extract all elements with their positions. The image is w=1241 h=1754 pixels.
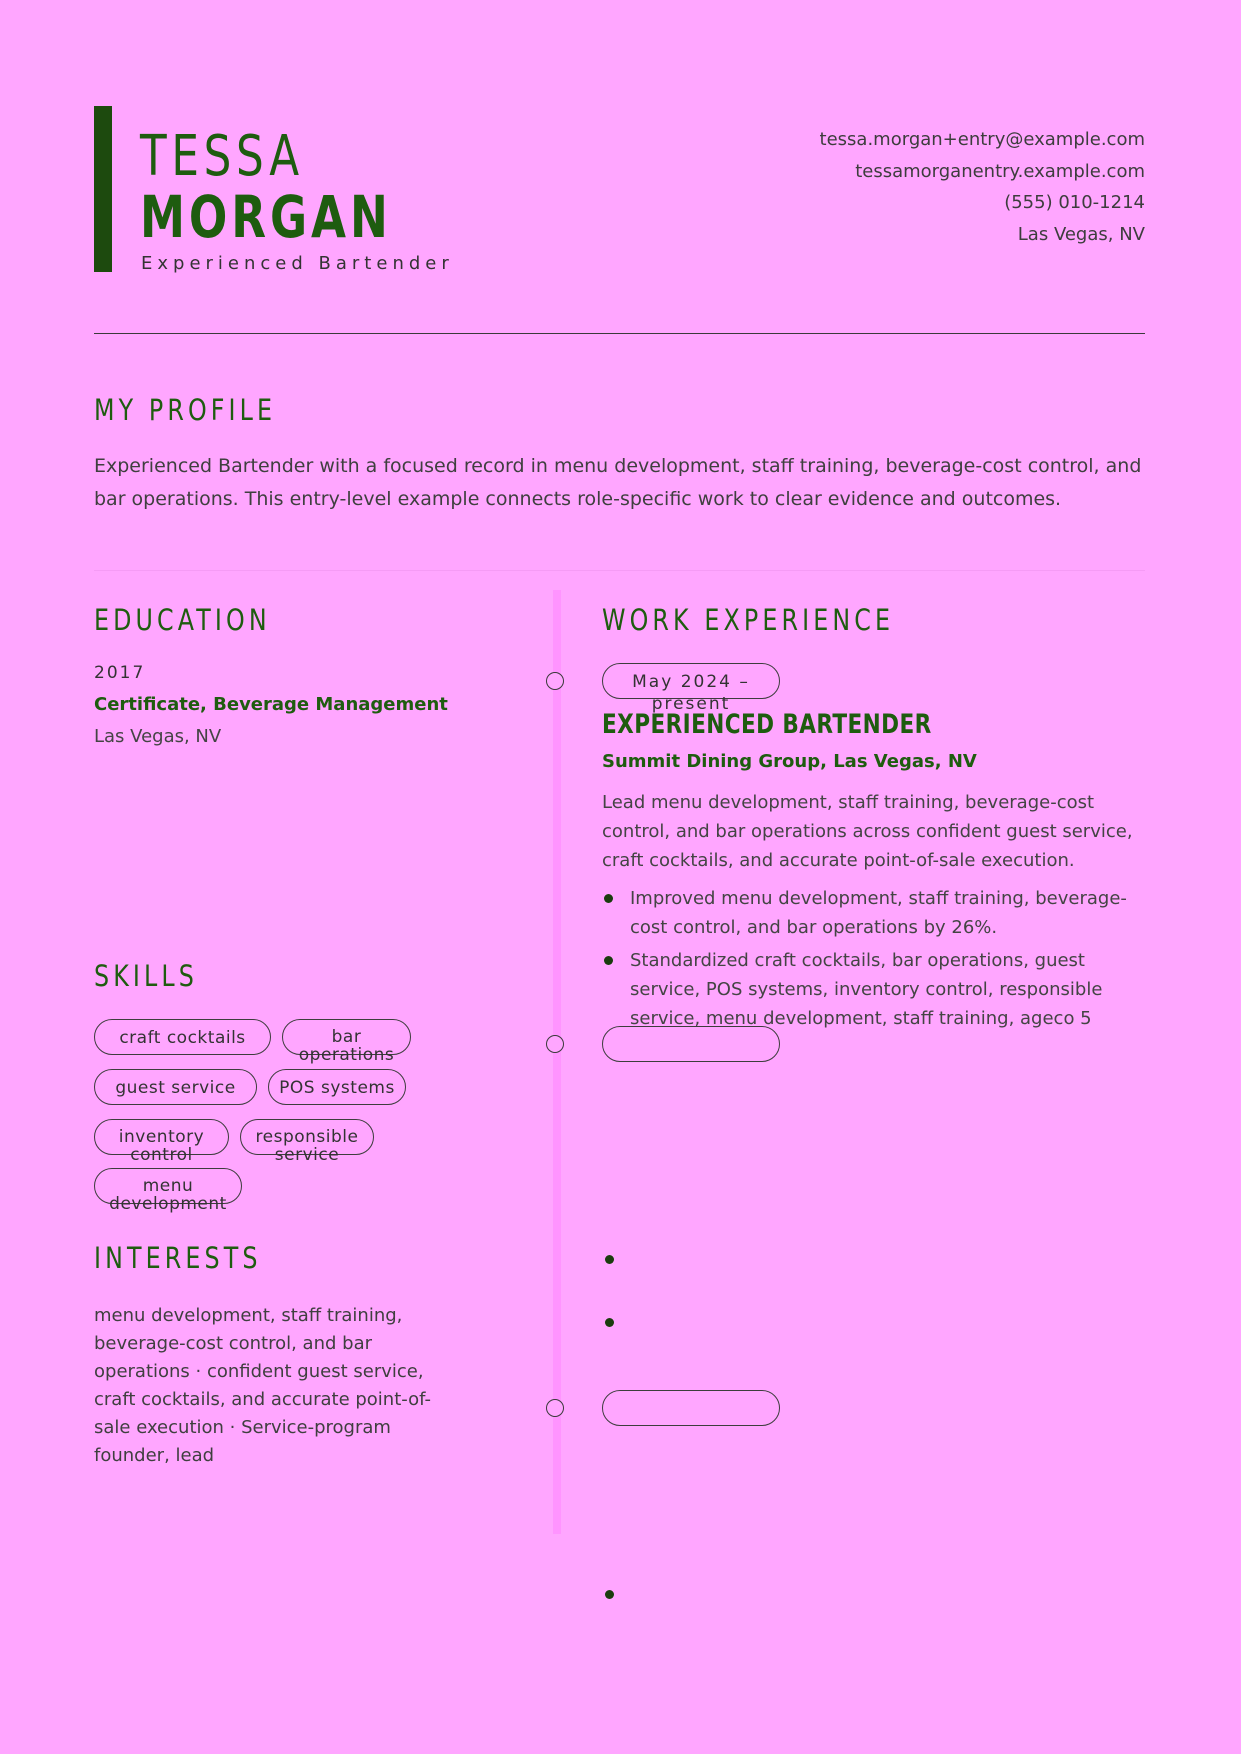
header-divider xyxy=(94,333,1145,334)
job-bullets xyxy=(602,884,1147,1029)
section-divider xyxy=(94,570,1145,571)
job-date-empty xyxy=(602,1026,780,1062)
job-date-empty xyxy=(602,1390,780,1426)
last-name: MORGAN xyxy=(140,183,392,251)
education-year: 2017 xyxy=(94,663,146,683)
contact-block xyxy=(820,124,1145,250)
bullet-dot xyxy=(605,1255,614,1264)
bullet-dot xyxy=(605,1318,614,1327)
location: Las Vegas, NV xyxy=(1017,223,1145,245)
job-summary: Lead menu development, staff training, beverage-cost control, and bar operations across confident guest service, craft cocktails, and accurate point-of-sale execution. xyxy=(602,792,1133,871)
bullet-item: Standardized craft cocktails, bar operations, guest service, POS systems, inventory control, responsible service, menu development, staff training, ageco 5 xyxy=(602,946,1147,1033)
skill-chip: menu development xyxy=(94,1168,242,1204)
bullet-item: Improved menu development, staff training, beverage-cost control, and bar operations by 26%. xyxy=(602,884,1147,942)
profile-heading: MY PROFILE xyxy=(94,393,277,427)
skill-chip: craft cocktails xyxy=(94,1019,271,1055)
website-link[interactable]: tessamorganentry.example.com xyxy=(855,160,1145,182)
skill-chip: bar operations xyxy=(282,1019,411,1055)
timeline-marker xyxy=(546,672,564,690)
job-company: Summit Dining Group, Las Vegas, NV xyxy=(602,751,977,772)
education-degree: Certificate, Beverage Management xyxy=(94,694,448,715)
education-heading: EDUCATION xyxy=(94,603,271,637)
role-subtitle: Experienced Bartender xyxy=(141,253,454,274)
interests-text: menu development, staff training, beverage-cost control, and bar operations · confident guest service, craft cocktails, and accurate point-of-sale execution · Service-program founder, lead xyxy=(94,1305,431,1466)
timeline-marker xyxy=(546,1035,564,1053)
job-title: EXPERIENCED BARTENDER xyxy=(602,709,932,740)
skill-chip: guest service xyxy=(94,1069,257,1105)
skill-chip: responsible service xyxy=(240,1119,374,1155)
first-name: TESSA xyxy=(140,124,304,189)
phone-number: (555) 010-1214 xyxy=(1004,192,1145,213)
skills-heading: SKILLS xyxy=(94,959,198,993)
education-location: Las Vegas, NV xyxy=(94,726,222,747)
accent-bar xyxy=(94,106,112,272)
profile-text: Experienced Bartender with a focused record in menu development, staff training, beverage-cost control, and bar operations. This entry-level example connects role-specific work to clear evidence and outcomes. xyxy=(94,455,1142,510)
email-link[interactable]: tessa.morgan+entry@example.com xyxy=(819,129,1145,150)
work-heading: WORK EXPERIENCE xyxy=(602,603,895,637)
skill-chip: inventory control xyxy=(94,1119,229,1155)
timeline-line xyxy=(553,590,561,1534)
interests-heading: INTERESTS xyxy=(94,1241,262,1275)
bullet-dot xyxy=(605,1590,614,1599)
skill-chip: POS systems xyxy=(268,1069,406,1105)
timeline-marker xyxy=(546,1399,564,1417)
job-date: May 2024 – present xyxy=(602,663,780,699)
